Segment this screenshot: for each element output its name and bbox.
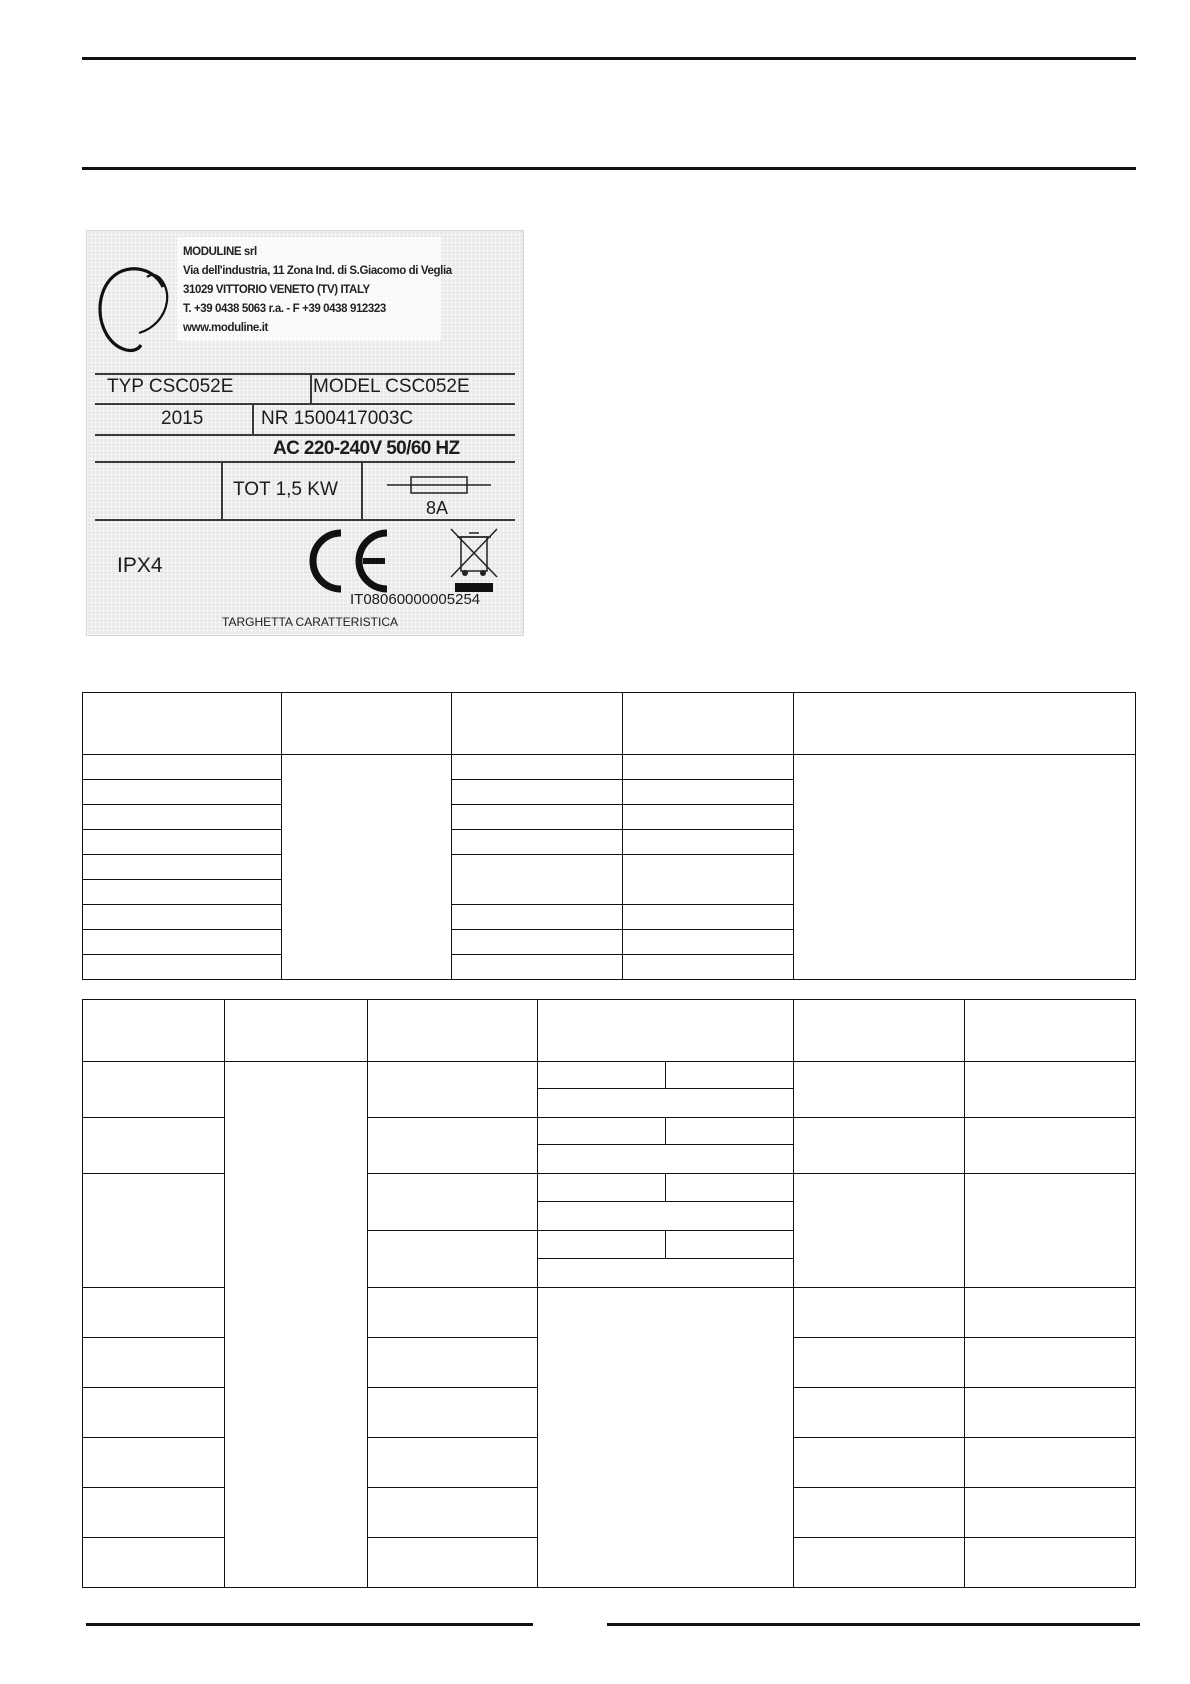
table2-cell (368, 1231, 538, 1288)
table2-cell (794, 1062, 965, 1118)
table2-cell (666, 1174, 794, 1202)
table1-cell (82, 830, 282, 855)
plate-fuse-rating: 8A (426, 498, 449, 518)
table2-cell (82, 1062, 225, 1118)
website: www.moduline.it (183, 322, 268, 334)
table2-cell (965, 1538, 1136, 1588)
moduline-logo-icon (91, 257, 181, 361)
table1-cell (82, 805, 282, 830)
table2-cell (225, 1062, 368, 1588)
table2-cell (82, 999, 225, 1062)
address-line-1: Via dell'industria, 11 Zona Ind. di S.Giacomo di Veglia (183, 265, 452, 277)
table2-cell (794, 1118, 965, 1174)
plate-line (95, 461, 515, 463)
table2-cell (82, 1488, 225, 1538)
table1-cell (452, 755, 623, 780)
table1-cell (82, 930, 282, 955)
table1-cell (82, 905, 282, 930)
table1-cell (82, 880, 282, 905)
table1-cell (452, 955, 623, 980)
table2-cell (538, 1145, 794, 1174)
table2-cell (794, 1438, 965, 1488)
table1-cell (623, 755, 794, 780)
table1-cell (282, 692, 452, 755)
table2-cell (538, 1259, 794, 1288)
table2-cell (965, 999, 1136, 1062)
table1-cell (82, 955, 282, 980)
plate-year: 2015 (161, 408, 204, 429)
address-line-2: 31029 VITTORIO VENETO (TV) ITALY (183, 284, 370, 296)
table2-cell (368, 1288, 538, 1338)
table2-cell (965, 1438, 1136, 1488)
table1-cell (452, 780, 623, 805)
table2-cell (368, 1438, 538, 1488)
footer-rule-right (607, 1623, 1140, 1626)
table2-cell (794, 1174, 965, 1288)
table1-cell (623, 905, 794, 930)
table2-cell (225, 999, 368, 1062)
table1-cell (452, 692, 623, 755)
table2-cell (538, 1231, 666, 1259)
table2-cell (538, 1118, 666, 1145)
table2-cell (666, 1062, 794, 1089)
table1-cell (452, 855, 623, 905)
table2-cell (666, 1231, 794, 1259)
table1-cell (623, 780, 794, 805)
table1-cell (623, 830, 794, 855)
plate-line (95, 434, 515, 436)
table2-cell (538, 999, 794, 1062)
table2-cell (666, 1118, 794, 1145)
plate-weee-code: IT08060000005254 (350, 591, 481, 608)
footer-rule-left (86, 1623, 533, 1626)
plate-caption: TARGHETTA CARATTERISTICA (222, 615, 399, 629)
table2-cell (82, 1288, 225, 1338)
table2-cell (794, 1488, 965, 1538)
table2-cell (368, 1538, 538, 1588)
table1-cell (623, 805, 794, 830)
table2-cell (794, 1338, 965, 1388)
plate-line (95, 373, 515, 375)
table2-cell (538, 1062, 666, 1089)
table2-cell (965, 1062, 1136, 1118)
table2-cell (82, 1388, 225, 1438)
plate-serial: NR 1500417003C (261, 408, 414, 429)
table2-cell (82, 1174, 225, 1288)
table1-cell (282, 755, 452, 980)
table2-cell (965, 1488, 1136, 1538)
table2-cell (965, 1388, 1136, 1438)
company-name: MODULINE srl (183, 246, 257, 258)
table2-cell (368, 1488, 538, 1538)
table2-cell (965, 1174, 1136, 1288)
plate-typ: TYP CSC052E (107, 376, 234, 397)
table2-cell (965, 1118, 1136, 1174)
table2-cell (794, 1538, 965, 1588)
table1-cell (623, 930, 794, 955)
table1-cell (452, 830, 623, 855)
table1-cell (82, 692, 282, 755)
table1-cell (794, 692, 1136, 755)
manufacturer-address (183, 243, 452, 338)
plate-line (361, 461, 363, 519)
plate-total-power: TOT 1,5 KW (233, 479, 338, 500)
table1-cell (794, 755, 1136, 980)
header-top-rule (82, 57, 1136, 60)
phone-line: T. +39 0438 5063 r.a. - F +39 0438 912323 (183, 303, 386, 315)
fuse-symbol-icon (387, 473, 491, 497)
plate-line (221, 461, 223, 519)
table2-cell (538, 1288, 794, 1588)
table1-cell (82, 780, 282, 805)
plate-line (252, 403, 254, 434)
table2-cell (368, 1118, 538, 1174)
table2-cell (794, 1388, 965, 1438)
table1-cell (452, 805, 623, 830)
table1-cell (623, 692, 794, 755)
table2-cell (538, 1089, 794, 1118)
rating-plate (86, 230, 524, 636)
table2-cell (368, 1388, 538, 1438)
plate-line (95, 403, 515, 405)
table2-cell (82, 1338, 225, 1388)
table2-cell (965, 1338, 1136, 1388)
header-bottom-rule (82, 167, 1136, 170)
plate-model: MODEL CSC052E (313, 376, 470, 397)
plate-ip-rating: IPX4 (117, 554, 163, 577)
table2-cell (368, 1338, 538, 1388)
table2-cell (82, 1118, 225, 1174)
table2-cell (965, 1288, 1136, 1338)
plate-line (95, 519, 515, 521)
table1-cell (82, 855, 282, 880)
plate-power-supply: AC 220-240V 50/60 HZ (273, 438, 460, 459)
plate-line (310, 373, 312, 403)
table2-cell (82, 1438, 225, 1488)
table1-cell (82, 755, 282, 780)
table2-cell (538, 1174, 666, 1202)
table1-cell (452, 930, 623, 955)
table2-cell (368, 1062, 538, 1118)
table2-cell (794, 999, 965, 1062)
table2-cell (368, 1174, 538, 1231)
table2-cell (794, 1288, 965, 1338)
table2-cell (82, 1538, 225, 1588)
crossed-out-bin-icon (449, 527, 499, 593)
table1-cell (623, 955, 794, 980)
table2-cell (368, 999, 538, 1062)
table1-cell (623, 855, 794, 905)
table2-cell (538, 1202, 794, 1231)
table1-cell (452, 905, 623, 930)
ce-mark-icon (307, 527, 391, 595)
